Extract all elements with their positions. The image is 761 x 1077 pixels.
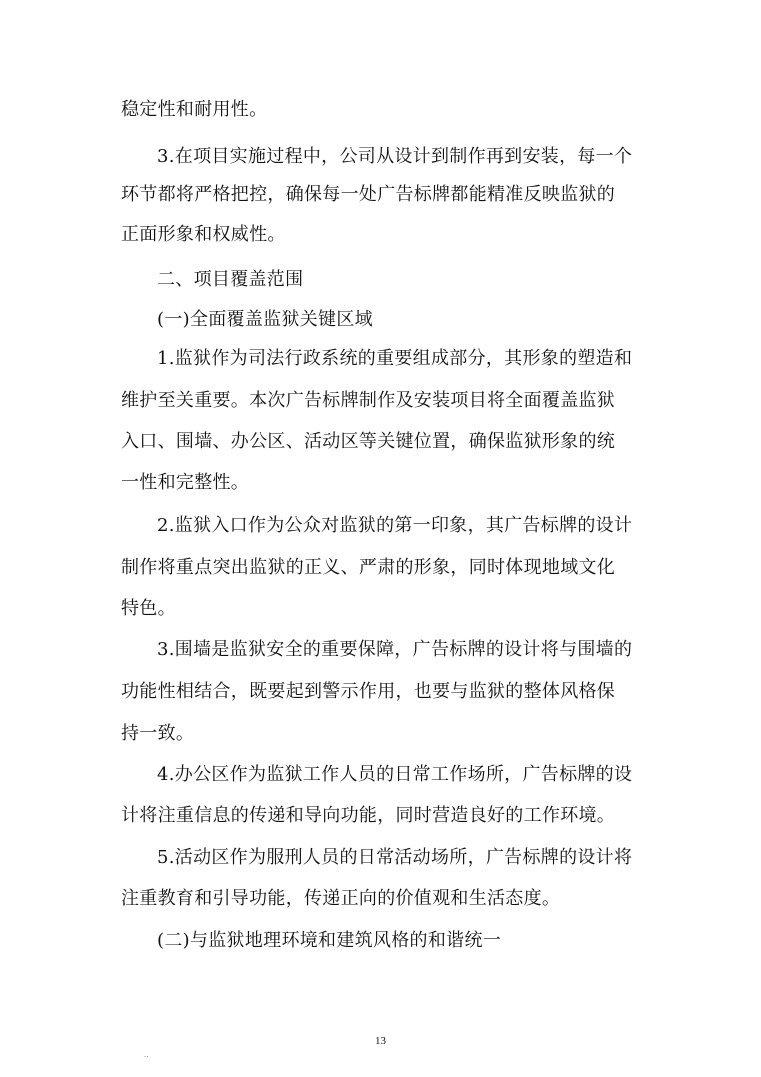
text-line-15: 功能性相结合，既要起到警示作用，也要与监狱的整体风格保 — [121, 681, 616, 702]
text-line-10: 一性和完整性。 — [121, 472, 250, 493]
text-line-7: 1.监狱作为司法行政系统的重要组成部分，其形象的塑造和 — [157, 348, 633, 369]
text-line-8: 维护至关重要。本次广告标牌制作及安装项目将全面覆盖监狱 — [121, 390, 616, 411]
text-line-12: 制作将重点突出监狱的正义、严肃的形象，同时体现地域文化 — [121, 557, 616, 578]
text-line-16: 持一致。 — [121, 723, 195, 744]
text-line-17: 4.办公区作为监狱工作人员的日常工作场所，广告标牌的设 — [157, 764, 633, 785]
text-line-18: 计将注重信息的传递和导向功能，同时营造良好的工作环境。 — [121, 805, 616, 826]
section-heading: 二、项目覆盖范围 — [157, 269, 304, 290]
text-line-1: 稳定性和耐用性。 — [121, 99, 268, 120]
footer-mark: .. — [144, 1050, 149, 1059]
text-line-19: 5.活动区作为服刑人员的日常活动场所，广告标牌的设计将 — [157, 847, 633, 868]
text-line-11: 2.监狱入口作为公众对监狱的第一印象，其广告标牌的设计 — [157, 515, 633, 536]
text-line-4: 正面形象和权威性。 — [121, 224, 286, 245]
text-line-3: 环节都将严格把控，确保每一处广告标牌都能精准反映监狱的 — [121, 184, 616, 205]
page-number: 13 — [375, 1035, 386, 1047]
subsection-heading-2: (二)与监狱地理环境和建筑风格的和谐统一 — [157, 930, 502, 951]
text-line-13: 特色。 — [121, 598, 176, 619]
subsection-heading-1: (一)全面覆盖监狱关键区域 — [157, 309, 373, 330]
text-line-9: 入口、围墙、办公区、活动区等关键位置，确保监狱形象的统 — [121, 431, 616, 452]
text-line-20: 注重教育和引导功能，传递正向的价值观和生活态度。 — [121, 888, 561, 909]
text-line-2: 3.在项目实施过程中，公司从设计到制作再到安装，每一个 — [157, 146, 633, 167]
text-line-14: 3.围墙是监狱安全的重要保障，广告标牌的设计将与围墙的 — [157, 639, 633, 660]
